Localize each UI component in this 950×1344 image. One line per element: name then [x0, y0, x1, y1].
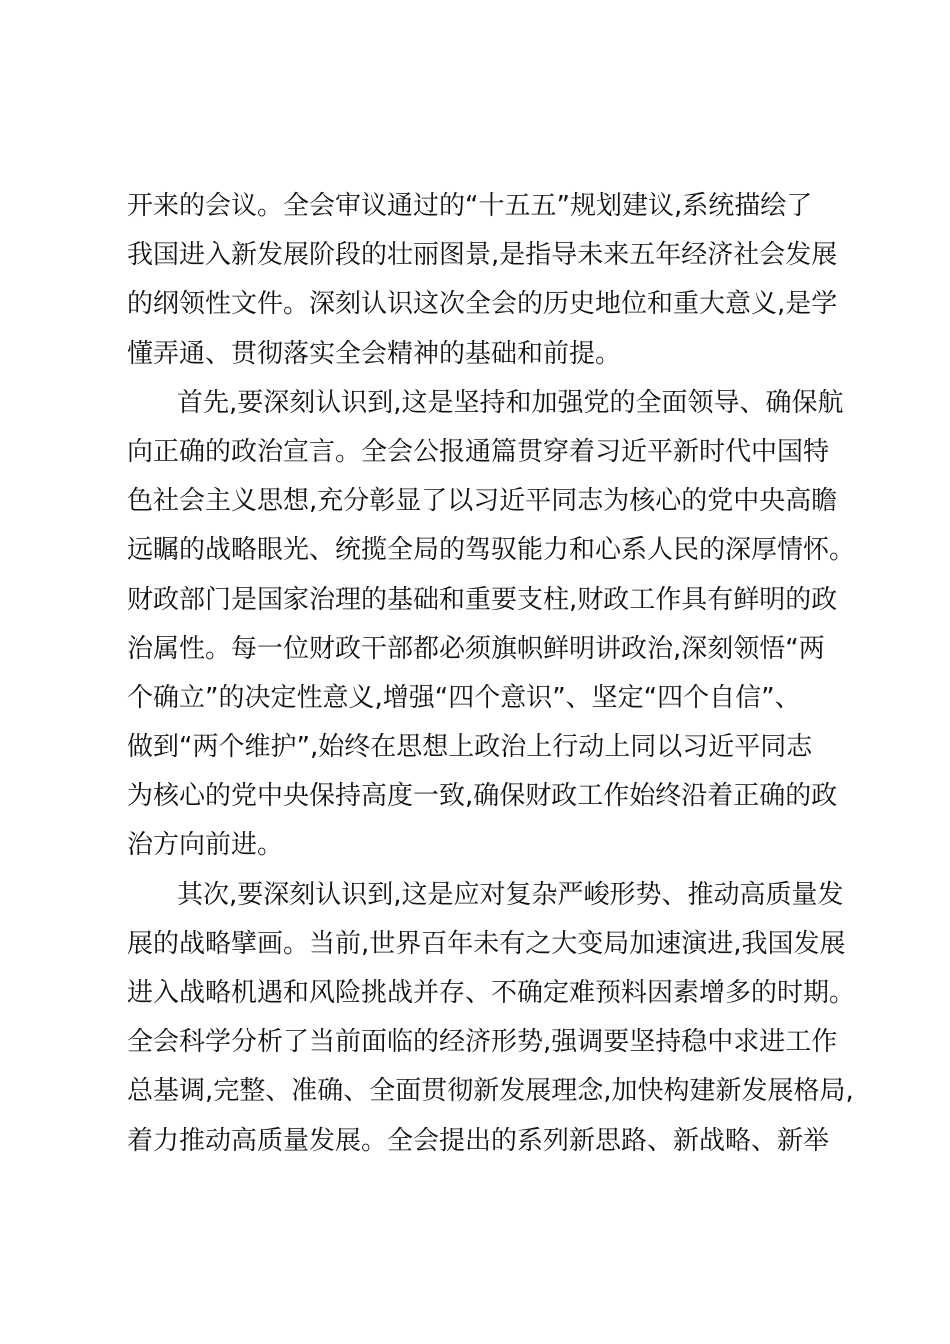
- text-line: 懂弄通、贯彻落实全会精神的基础和前提。: [127, 338, 622, 369]
- text-line: 全会科学分析了当前面临的经济形势,强调要坚持稳中求进工作: [127, 1027, 838, 1058]
- paragraph-first-line: 其次,要深刻认识到,这是应对复杂严峻形势、推动高质量发: [177, 879, 844, 910]
- text-line: 着力推动高质量发展。全会提出的系列新思路、新战略、新举: [127, 1125, 830, 1156]
- paragraph-first-line: 首先,要深刻认识到,这是坚持和加强党的全面领导、确保航: [177, 387, 844, 418]
- text-line: 的纲领性文件。深刻认识这次全会的历史地位和重大意义,是学: [127, 289, 838, 320]
- text-line: 财政部门是国家治理的基础和重要支柱,财政工作具有鲜明的政: [127, 584, 838, 615]
- text-line: 开来的会议。全会审议通过的“十五五”规划建议,系统描绘了: [127, 191, 813, 221]
- text-line: 治方向前进。: [127, 830, 284, 861]
- text-line: 做到“两个维护”,始终在思想上政治上行动上同以习近平同志: [127, 732, 813, 763]
- text-line: 远瞩的战略眼光、统揽全局的驾驭能力和心系人民的深厚情怀。: [127, 535, 856, 566]
- text-line: 为核心的党中央保持高度一致,确保财政工作始终沿着正确的政: [127, 781, 838, 812]
- text-line: 总基调,完整、准确、全面贯彻新发展理念,加快构建新发展格局,: [127, 1076, 854, 1107]
- text-line: 色社会主义思想,充分彰显了以习近平同志为核心的党中央高瞻: [127, 486, 838, 517]
- text-line: 个确立”的决定性意义,增强“四个意识”、坚定“四个自信”、: [127, 682, 801, 713]
- text-line: 向正确的政治宣言。全会公报通篇贯穿着习近平新时代中国特: [127, 436, 830, 467]
- text-line: 展的战略擘画。当前,世界百年未有之大变局加速演进,我国发展: [127, 928, 846, 959]
- document-body: [127, 182, 856, 1166]
- text-line: 我国进入新发展阶段的壮丽图景,是指导未来五年经济社会发展: [127, 240, 838, 271]
- text-line: 进入战略机遇和风险挑战并存、不确定难预料因素增多的时期。: [127, 978, 856, 1008]
- text-line: 治属性。每一位财政干部都必须旗帜鲜明讲政治,深刻领悟“两: [127, 633, 825, 664]
